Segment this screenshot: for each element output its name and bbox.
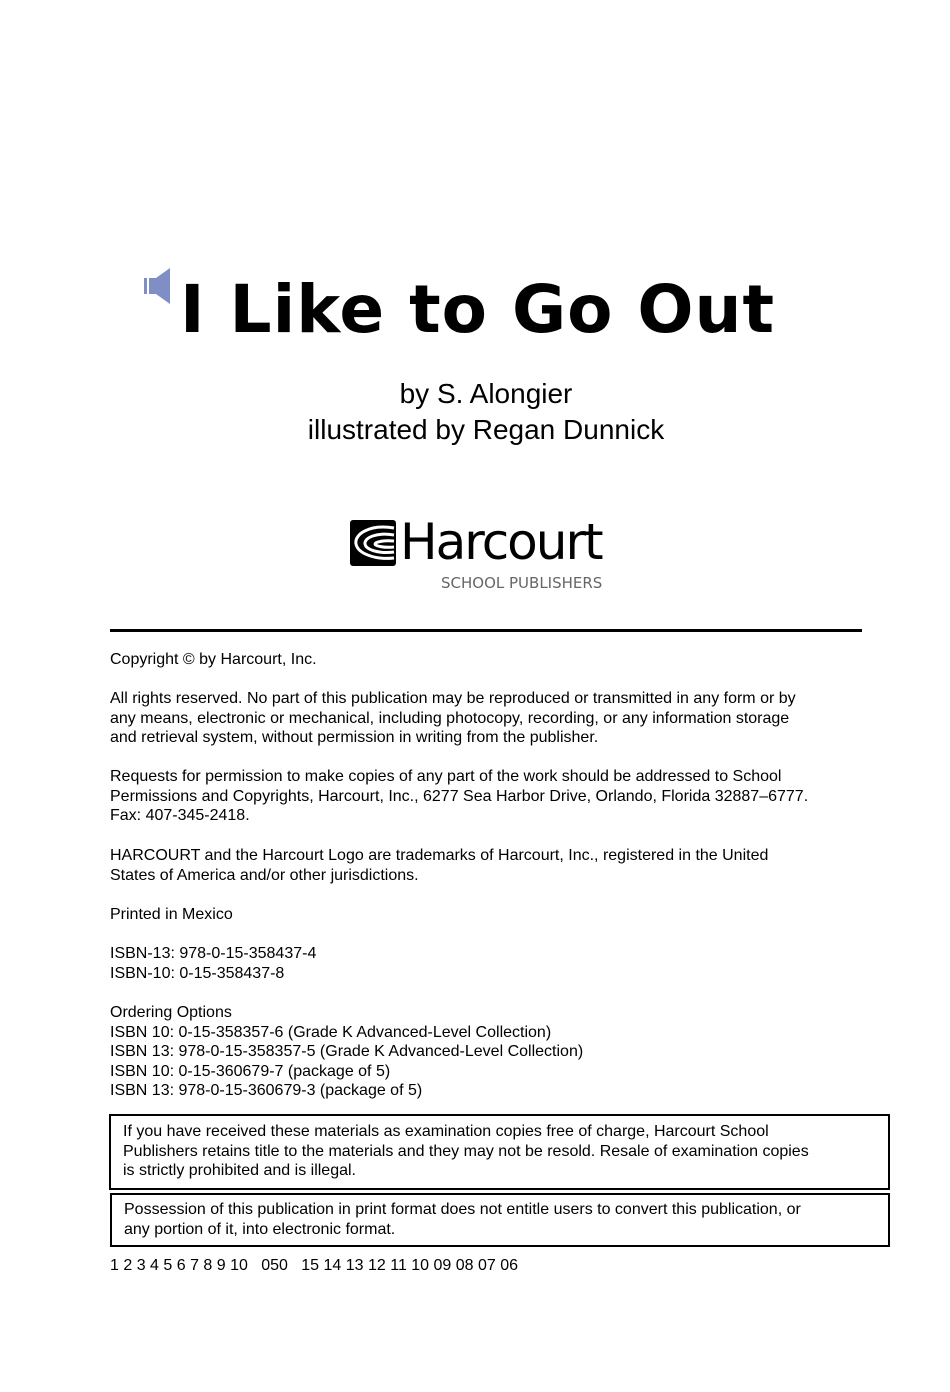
isbn-block: ISBN-13: 978-0-15-358437-4 ISBN-10: 0-15-358437-8	[110, 945, 317, 982]
speaker-icon[interactable]	[144, 268, 174, 304]
ordering-options: Ordering Options ISBN 10: 0-15-358357-6 (Grade K Advanced-Level Collection) ISBN 13: 978-0-15-358357-5 (Grade K Advanced-Level Collection) ISBN 10: 0-15-360679-7 (package of 5) ISBN 13: 978-0-15-360679-3 (package of 5)	[110, 1004, 584, 1099]
publisher-logo-subtitle: SCHOOL PUBLISHERS	[441, 574, 603, 592]
permissions-paragraph: Requests for permission to make copies of any part of the work should be addressed to School Permissions and Copyrights, Harcourt, Inc., 6277 Sea Harbor Drive, Orlando, Florida 32887–6777. Fax: 407-345-2418.	[110, 768, 809, 824]
illustrator-line: illustrated by Regan Dunnick	[307, 414, 665, 445]
copyright-line: Copyright © by Harcourt, Inc.	[110, 651, 317, 668]
divider	[110, 629, 862, 632]
electronic-notice-box: Possession of this publication in print format does not entitle users to convert this publication, or any portion of it, into electronic format.	[110, 1193, 890, 1247]
print-line: 1 2 3 4 5 6 7 8 9 10 050 15 14 13 12 11 10 09 08 07 06	[110, 1257, 519, 1274]
printed-line: Printed in Mexico	[110, 906, 233, 923]
harcourt-logo-mark	[350, 520, 396, 566]
publisher-logo-text: Harcourt	[400, 513, 602, 571]
page-title: I Like to Go Out	[180, 271, 776, 348]
trademark-paragraph: HARCOURT and the Harcourt Logo are trademarks of Harcourt, Inc., registered in the United States of America and/or other jurisdictions.	[110, 847, 769, 884]
rights-paragraph: All rights reserved. No part of this publication may be reproduced or transmitted in any form or by any means, electronic or mechanical, including photocopy, recording, or any information storage and retrieval system, without permission in writing from the publisher.	[110, 690, 796, 746]
examination-notice-box: If you have received these materials as examination copies free of charge, Harcourt School Publishers retains title to the materials and they may not be resold. Resale of examination copies is strictly prohibited and is illegal.	[109, 1114, 890, 1190]
author-line: by S. Alongier	[399, 378, 573, 409]
